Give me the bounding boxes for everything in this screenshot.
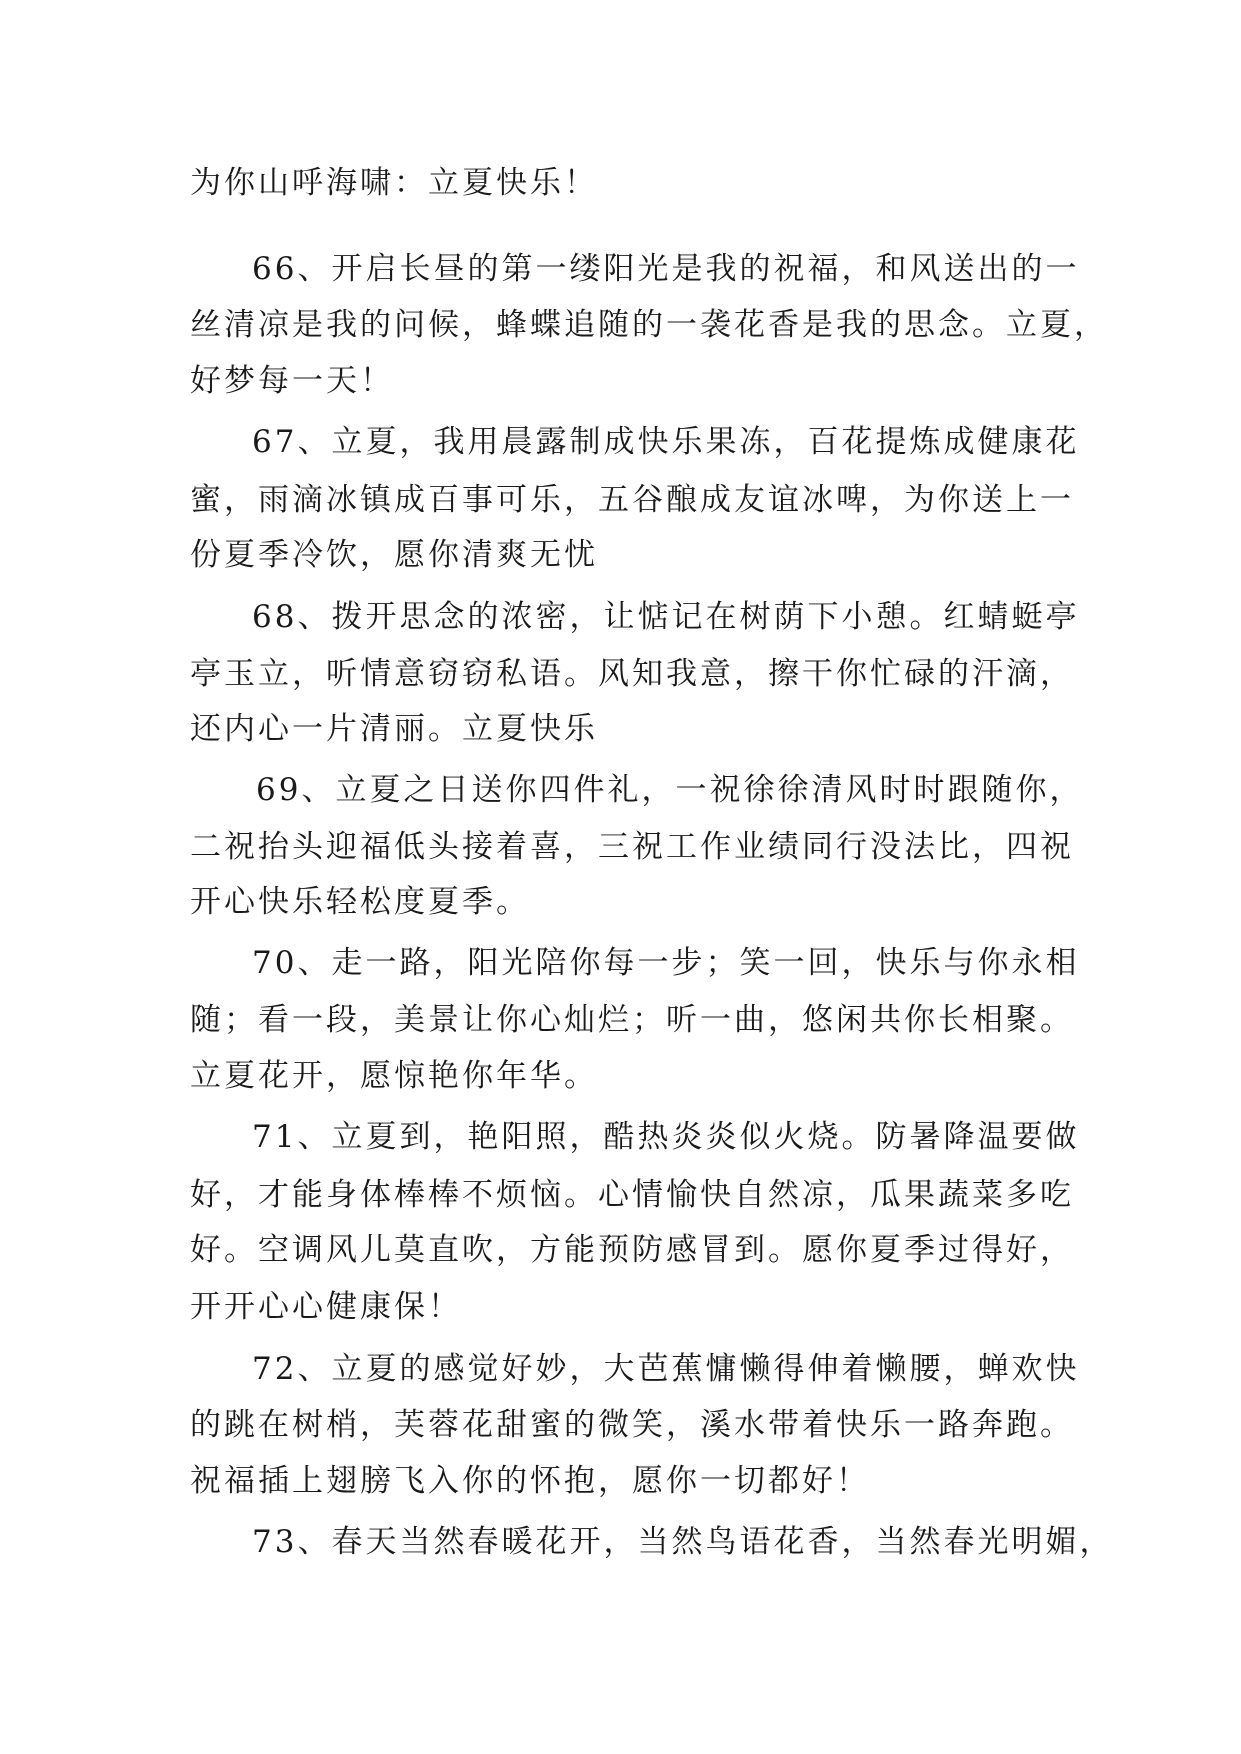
- text-line: 为你山呼海啸：立夏快乐！: [190, 165, 598, 201]
- paragraph-71-line-1: 71、立夏到，艳阳照，酷热炎炎似火烧。防暑降温要做: [252, 1119, 1080, 1155]
- paragraph-69-line-2: 二祝抬头迎福低头接着喜，三祝工作业绩同行没法比，四祝: [190, 829, 1074, 865]
- paragraph-73-line-1: 73、春天当然春暖花开，当然鸟语花香，当然春光明媚，: [252, 1524, 1114, 1560]
- paragraph-69-line-3: 开心快乐轻松度夏季。: [190, 884, 530, 920]
- paragraph-72-line-2: 的跳在树梢，芙蓉花甜蜜的微笑，溪水带着快乐一路奔跑。: [190, 1407, 1074, 1443]
- paragraph-67-line-1: 67、立夏，我用晨露制成快乐果冻，百花提炼成健康花: [252, 424, 1080, 460]
- paragraph-66-line-3: 好梦每一天！: [190, 363, 394, 399]
- paragraph-71-line-2: 好，才能身体棒棒不烦恼。心情愉快自然凉，瓜果蔬菜多吃: [190, 1177, 1074, 1213]
- paragraph-70-line-1: 70、走一路，阳光陪你每一步；笑一回，快乐与你永相: [252, 945, 1080, 981]
- paragraph-66-line-1: 66、开启长昼的第一缕阳光是我的祝福，和风送出的一: [252, 251, 1080, 287]
- paragraph-68-line-1: 68、拨开思念的浓密，让惦记在树荫下小憩。红蜻蜓亭: [252, 599, 1080, 635]
- paragraph-66-line-2: 丝清凉是我的问候，蜂蝶追随的一袭花香是我的思念。立夏，: [190, 307, 1108, 343]
- paragraph-70-line-2: 随；看一段，美景让你心灿烂；听一曲，悠闲共你长相聚。: [190, 1002, 1074, 1038]
- paragraph-69-line-1: 69、立夏之日送你四件礼，一祝徐徐清风时时跟随你，: [256, 772, 1084, 808]
- paragraph-72-line-3: 祝福插上翅膀飞入你的怀抱，愿你一切都好！: [190, 1463, 870, 1499]
- paragraph-67-line-3: 份夏季冷饮，愿你清爽无忧: [190, 537, 598, 573]
- paragraph-68-line-2: 亭玉立，听情意窃窃私语。风知我意，擦干你忙碌的汗滴，: [190, 656, 1074, 692]
- paragraph-70-line-3: 立夏花开，愿惊艳你年华。: [190, 1058, 598, 1094]
- paragraph-71-line-4: 开开心心健康保！: [190, 1289, 462, 1325]
- paragraph-72-line-1: 72、立夏的感觉好妙，大芭蕉慵懒得伸着懒腰，蝉欢快: [252, 1351, 1080, 1387]
- paragraph-71-line-3: 好。空调风儿莫直吹，方能预防感冒到。愿你夏季过得好，: [190, 1232, 1074, 1268]
- paragraph-68-line-3: 还内心一片清丽。立夏快乐: [190, 711, 598, 747]
- paragraph-67-line-2: 蜜，雨滴冰镇成百事可乐，五谷酿成友谊冰啤，为你送上一: [190, 482, 1074, 518]
